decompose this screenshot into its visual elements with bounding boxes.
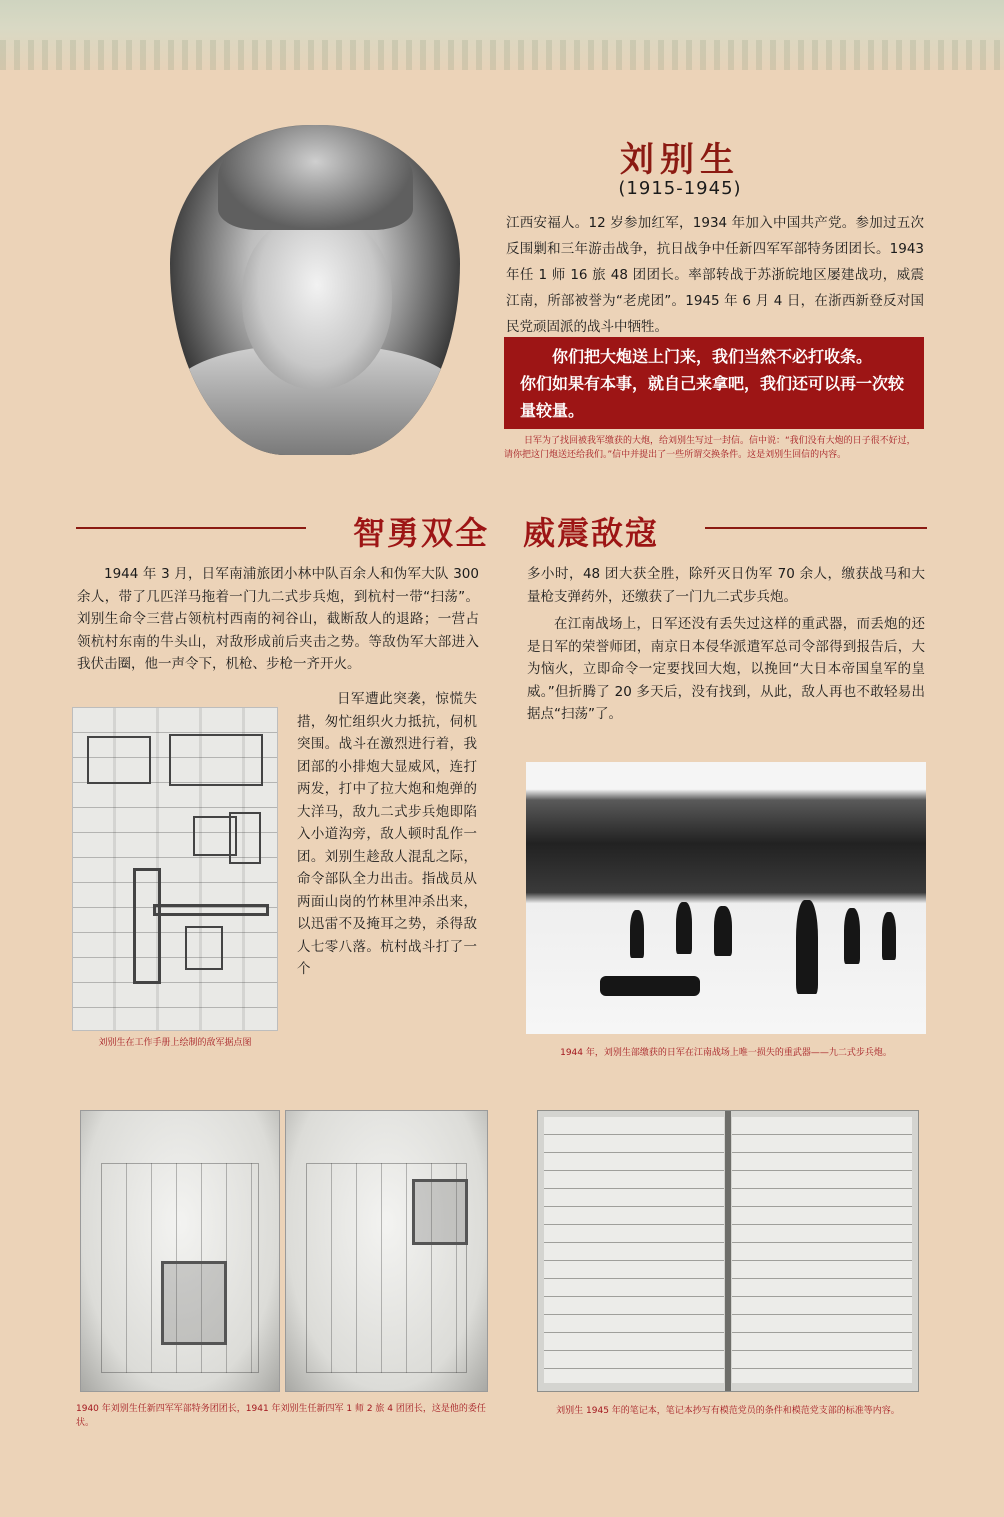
map-block — [169, 734, 263, 786]
story-paragraph-1: 1944 年 3 月，日军南浦旅团小林中队百余人和伪军大队 300 余人，带了几匹洋马拖着一门九二式步兵炮，到杭村一带“扫荡”。刘别生命令三营占领杭村西南的祠谷山，截断敌人的退路；一营占领杭村东南的牛头山，对敌形成前后夹击之势。等敌伪军大部进入我伏击圈，他一声令下，机枪、步枪一齐开火。 — [77, 566, 479, 672]
appointment-certificate-1940-photo — [80, 1110, 280, 1392]
appointment-certificate-1941-photo — [285, 1110, 488, 1392]
portrait-photo — [170, 125, 460, 455]
certificates-caption: 1940 年刘别生任新四军军部特务团团长，1941 年刘别生任新四军 1 师 2 旅 4 团团长，这是他的委任状。 — [76, 1404, 486, 1428]
quote-box — [504, 337, 924, 429]
person-bio: 江西安福人。12 岁参加红军，1934 年加入中国共产党。参加过五次反围剿和三年游击战争，抗日战争中任新四军军部特务团团长。1943 年任 1 师 16 旅 48 团团长。率部转战于苏浙皖地区屡建战功，威震江南，所部被誉为“老虎团”。1945 年 6 月 4 日，在浙西新登反对国民党顽固派的战斗中牺牲。 — [506, 215, 924, 335]
story-paragraph-3: 多小时，48 团大获全胜，除歼灭日伪军 70 余人，缴获战马和大量枪支弹药外，还缴获了一门九二式步兵炮。 — [527, 566, 925, 605]
notebook-1945-photo — [537, 1110, 919, 1392]
certificate-seal — [161, 1261, 227, 1345]
map-road — [133, 868, 161, 984]
captured-cannon-photo — [526, 762, 926, 1034]
cannon-shape — [600, 976, 700, 996]
battle-caption: 1944 年，刘别生部缴获的日军在江南战场上唯一损失的重武器——九二式步兵炮。 — [560, 1048, 892, 1058]
map-block — [87, 736, 151, 784]
top-decorative-band — [0, 0, 1004, 70]
soldier-figure — [796, 900, 818, 994]
map-block — [185, 926, 223, 970]
story-paragraph-4: 在江南战场上，日军还没有丢失过这样的重武器，而丢炮的还是日军的荣誉师团，南京日本侵华派遣军总司令部得到报告后，大为恼火，立即命令一定要找回大炮，以挽回“大日本帝国皇军的皇威。”但折腾了 20 多天后，没有找到，从此，敌人再也不敢轻易出据点“扫荡”了。 — [527, 616, 925, 722]
soldier-figure — [882, 912, 896, 960]
soldier-figure — [714, 906, 732, 956]
portrait-cap — [218, 125, 413, 230]
person-years: (1915-1945) — [618, 178, 742, 199]
map-caption: 刘别生在工作手册上绘制的敌军据点图 — [98, 1038, 252, 1048]
person-name: 刘别生 — [620, 140, 740, 180]
section-title: 智勇双全 威震敌寇 — [352, 514, 659, 552]
notebook-spine — [725, 1111, 731, 1391]
soldier-figure — [676, 902, 692, 954]
soldier-figure — [630, 910, 644, 958]
notebook-left-page — [544, 1117, 724, 1383]
soldier-figure — [844, 908, 860, 964]
portrait-face — [242, 215, 392, 390]
quote-line-2: 你们如果有本事，就自己来拿吧，我们还可以再一次较量较量。 — [520, 374, 905, 420]
quote-caption: 日军为了找回被我军缴获的大炮，给刘别生写过一封信。信中说：“我们没有大炮的日子很不好过，请你把这门炮送还给我们。”信中并提出了一些所谓交换条件。这是刘别生回信的内容。 — [504, 436, 916, 460]
quote-line-1: 你们把大炮送上门来，我们当然不必打收条。 — [552, 347, 873, 366]
section-rule-right — [705, 527, 927, 529]
map-block — [229, 812, 261, 864]
story-paragraph-2: 日军遭此突袭，惊慌失措，匆忙组织火力抵抗，伺机突围。战斗在激烈进行着，我团部的小排炮大显威风，连打两发，打中了拉大炮和炮弹的大洋马，敌九二式步兵炮即陷入小道沟旁，敌人顿时乱作一团。刘别生趁敌人混乱之际，命令部队全力出击。指战员从两面山岗的竹林里冲杀出来，以迅雷不及掩耳之势，杀得敌人七零八落。杭村战斗打了一个 — [297, 691, 477, 977]
notebook-right-page — [732, 1117, 912, 1383]
map-road — [153, 904, 269, 916]
certificate-seal — [412, 1179, 468, 1245]
section-rule-left — [76, 527, 306, 529]
notebook-caption: 刘别生 1945 年的笔记本，笔记本抄写有模范党员的条件和模范党支部的标准等内容。 — [556, 1406, 900, 1416]
enemy-stronghold-map-photo — [72, 707, 278, 1031]
